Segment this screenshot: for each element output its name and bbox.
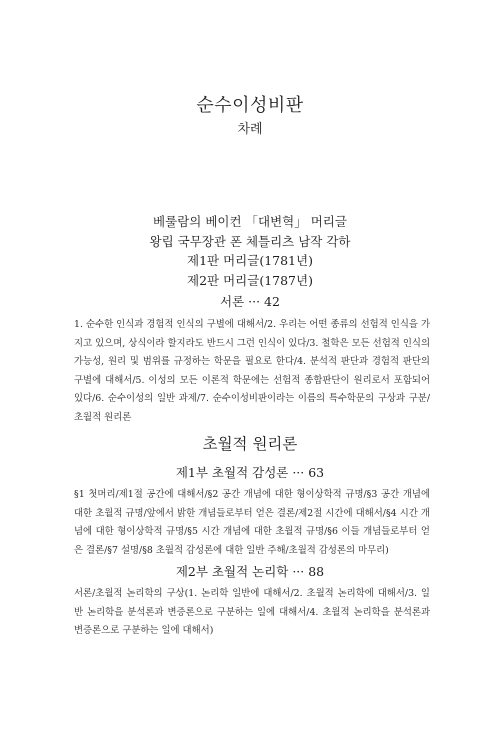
part2-contents: 서론/초월적 논리학의 구상(1. 논리학 일반에 대해서/2. 초월적 논리학에 대해서/3. 일반 논리학을 분석론과 변증론으로 구분하는 일에 대해서/4. 초월적 논리학을 분석론과 변증론으로 구분하는 일에 대해서): [74, 588, 430, 637]
introduction-contents: 1. 순수한 인식과 경험적 인식의 구별에 대해서/2. 우리는 어떤 종류의 선험적 인식을 가지고 있으며, 상식이라 할지라도 반드시 그런 인식이 있다/3. 철학은 모든 선험적 인식의 가능성, 원리 및 범위를 규정하는 학문을 필요로 한다/4. 분석적 판단과 경험적 판단의 구별에 대해서/5. 이성의 모든 이론적 학문에는 선험적 종합판단이 원리로서 포함되어 있다/6. 순수이성의 일반 과제/7. 순수이성비판이라는 이름의 특수학문의 구상과 구분/초월적 원리론: [74, 319, 430, 423]
part1-heading: 제1부 초월적 감성론 ··· 63: [175, 465, 325, 480]
section-heading: 초월적 원리론: [202, 435, 298, 453]
part2-heading: 제2부 초월적 논리학 ··· 88: [175, 564, 325, 579]
preface-item: 베룰람의 베이컨 「대변혁」 머리글: [153, 214, 347, 229]
contents-subtitle: 차례: [237, 122, 263, 137]
preface-list: [0, 212, 500, 290]
preface-item: 왕립 국무장관 폰 체틀리츠 남작 각하: [149, 233, 351, 249]
preface-item: 제1판 머리글(1781년): [187, 253, 313, 268]
book-title: 순수이성비판: [196, 95, 304, 116]
part1-contents: §1 첫머리/제1절 공간에 대해서/§2 공간 개념에 대한 형이상학적 규명/§3 공간 개념에 대한 초월적 규명/앞에서 밝한 개념들로부터 얻은 결론/제2절 시간에 대해서/§4 시간 개념에 대한 형이상학적 규명/§5 시간 개념에 대한 초월적 규명/§6 이들 개념들로부터 얻은 결론/§7 설명/§8 초월적 감성론에 대한 일반 주해/초월적 감성론의 마무리): [74, 489, 430, 556]
preface-item: 제2판 머리글(1787년): [187, 272, 313, 288]
introduction-heading: 서론 ··· 42: [220, 294, 280, 309]
